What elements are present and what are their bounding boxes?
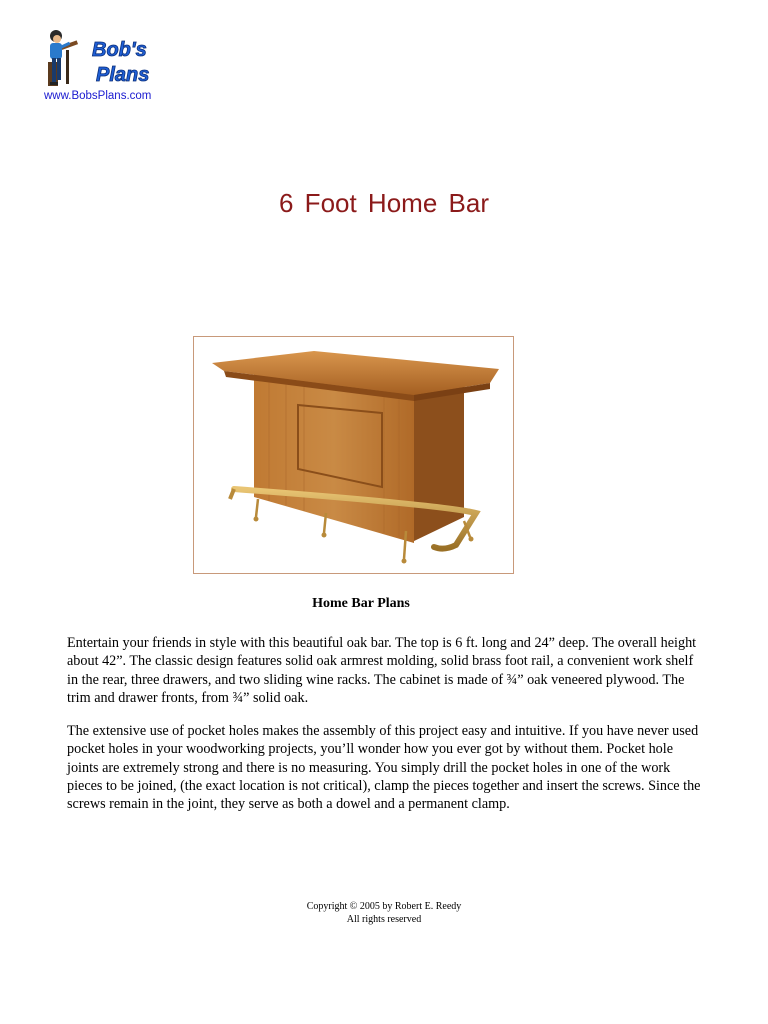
man-at-drafting-table-icon (48, 30, 78, 86)
figure-caption: Home Bar Plans (312, 596, 410, 611)
home-bar-illustration (194, 337, 513, 573)
page-title: 6 Foot Home Bar (279, 188, 489, 218)
site-url-link[interactable]: www.BobsPlans.com (44, 90, 152, 102)
logo-text-line1: Bob's (92, 39, 147, 61)
home-bar-photo (193, 336, 514, 574)
copyright-footer (0, 900, 768, 926)
logo-text-line2: Plans (96, 64, 150, 86)
bobs-plans-logo[interactable] (44, 26, 156, 90)
pocket-holes-paragraph: The extensive use of pocket holes makes the assembly of this project easy and intuitive. If you have never used pocket holes in your woodworking projects, you’ll wonder how you ever got by without them. Pocket hole joints are extremely strong and there is no measuring. You simply drill the pocket holes in one of the work pieces to be joined, (the exact location is not critical), clamp the pieces together and insert the screws. Since the screws remain in the joint, they serve as both a dowel and a permanent clamp. (67, 723, 701, 813)
copyright-text: Copyright © 2005 by Robert E. Reedy (306, 901, 462, 912)
rights-text: All rights reserved (346, 914, 422, 925)
intro-paragraph: Entertain your friends in style with this beautiful oak bar. The top is 6 ft. long and 24” deep. The overall height about 42”. The classic design features solid oak armrest molding, solid brass foot rail, a convenient work shelf in the rear, three drawers, and two sliding wine racks. The cabinet is made of ¾” oak veneered plywood. The trim and drawer fronts, from ¾” solid oak. (67, 635, 697, 706)
